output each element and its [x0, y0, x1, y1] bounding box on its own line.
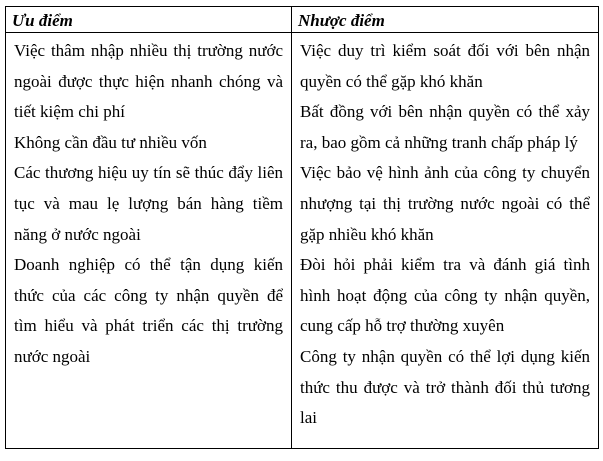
disadvantage-item: Đòi hỏi phải kiểm tra và đánh giá tình hình hoạt động của công ty nhận quyền, cung cấp hỗ trợ thường xuyên — [300, 255, 590, 336]
advantage-item: Việc thâm nhập nhiều thị trường nước ngoài được thực hiện nhanh chóng và tiết kiệm chi phí — [14, 41, 283, 122]
content-row — [6, 33, 599, 449]
advantage-item: Doanh nghiệp có thể tận dụng kiến thức của các công ty nhận quyền để tìm hiểu và phát triển các thị trường nước ngoài — [14, 255, 283, 366]
disadvantage-item: Bất đồng với bên nhận quyền có thể xảy ra, bao gồm cả những tranh chấp pháp lý — [300, 102, 590, 152]
header-row — [6, 7, 599, 33]
advantage-item: Không cần đầu tư nhiều vốn — [14, 132, 207, 152]
disadvantages-cell — [292, 33, 599, 449]
advantages-cell — [6, 33, 292, 449]
disadvantage-item: Việc duy trì kiểm soát đối với bên nhận quyền có thể gặp khó khăn — [300, 41, 590, 91]
disadvantage-item: Việc bảo vệ hình ảnh của công ty chuyển nhượng tại thị trường nước ngoài có thể gặp nhiều khó khăn — [300, 163, 590, 244]
advantages-header: Ưu điểm — [6, 7, 292, 33]
advantage-item: Các thương hiệu uy tín sẽ thúc đẩy liên tục và mau lẹ lượng bán hàng tiềm năng ở nước ngoài — [14, 163, 283, 244]
pros-cons-table — [5, 6, 599, 449]
disadvantages-header: Nhược điểm — [292, 7, 599, 33]
disadvantage-item: Công ty nhận quyền có thể lợi dụng kiến thức thu được và trở thành đối thủ tương lai — [300, 346, 590, 428]
